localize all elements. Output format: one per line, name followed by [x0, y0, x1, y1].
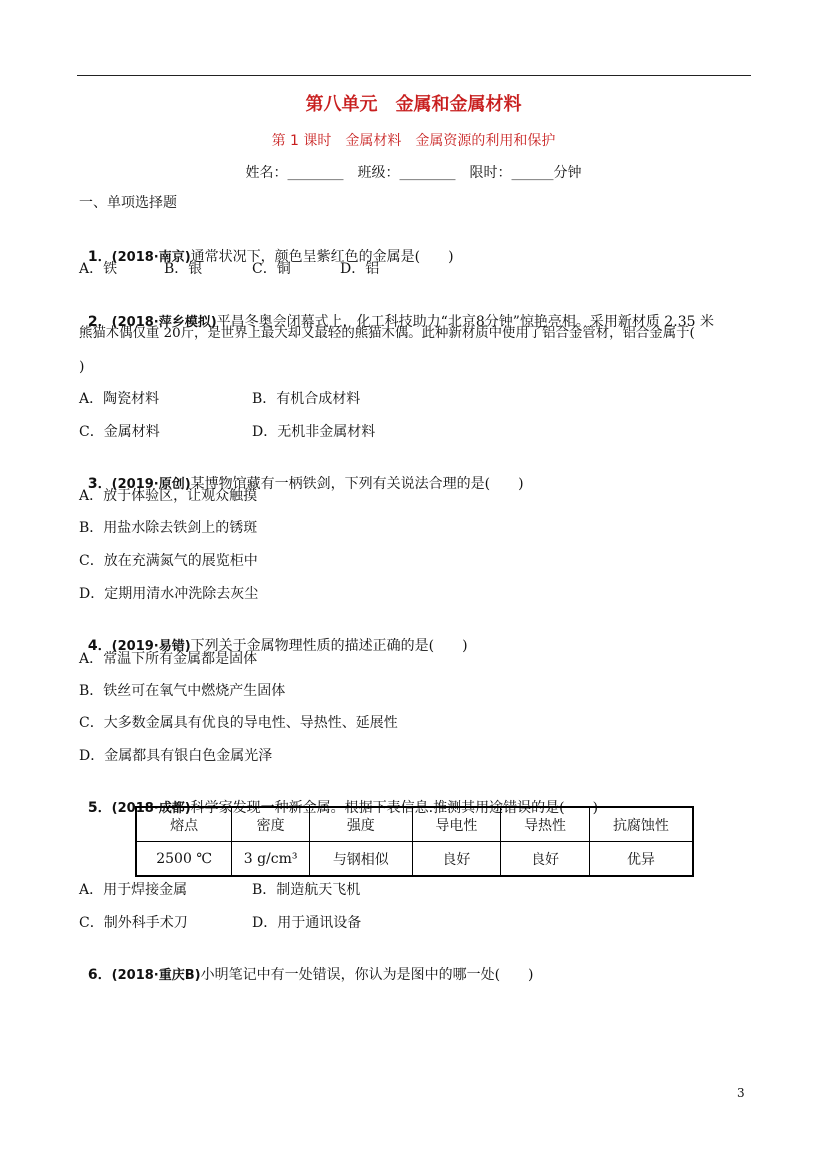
question-text: 下列关于金属物理性质的描述正确的是( ) — [190, 638, 468, 654]
table-header-row — [136, 807, 693, 842]
table-header-cell: 导电性 — [412, 807, 501, 842]
question-number: 6． — [87, 967, 112, 983]
question-number: 1． — [87, 249, 112, 265]
question-text: 平昌冬奥会闭幕式上，化工科技助力“北京8分钟”惊艳亮相。采用新材质 2.35 米 — [216, 314, 714, 330]
question-text: 科学家发现一种新金属。根据下表信息.推测其用途错误的是( ) — [190, 800, 599, 816]
unit-title: 第八单元 金属和金属材料 — [305, 94, 522, 115]
table-header-cell: 密度 — [232, 807, 310, 842]
question-source: (2019·原创) — [111, 477, 191, 492]
question-source: (2018·成都) — [111, 801, 191, 816]
option-d: D．定期用清水冲洗除去灰尘 — [79, 586, 259, 602]
header-rule — [77, 75, 751, 76]
option-b: B．铁丝可在氧气中燃烧产生固体 — [79, 683, 286, 699]
question-number: 3． — [87, 476, 112, 492]
table-cell: 2500 ℃ — [136, 842, 232, 877]
question-text-continued: ) — [79, 359, 85, 375]
table-cell: 良好 — [501, 842, 590, 877]
option-b: B．用盐水除去铁剑上的锈斑 — [79, 520, 258, 536]
metal-properties-table — [135, 806, 694, 877]
option-d: D．无机非金属材料 — [252, 424, 376, 440]
option-b: B．有机合成材料 — [252, 391, 361, 407]
option-c: C．铜 — [252, 261, 291, 277]
question-text-continued: 熊猫木偶仅重 20斤，是世界上最大却又最轻的熊猫木偶。此种新材质中使用了铝合金管材，铝合金属于( — [79, 326, 695, 341]
option-a: A．用于焊接金属 — [79, 882, 188, 898]
option-c: C．放在充满氮气的展览柜中 — [79, 553, 258, 569]
option-b: B．银 — [164, 261, 203, 277]
option-c: C．金属材料 — [79, 424, 160, 440]
student-info-line: 姓名：________ 班级：________ 限时：______分钟 — [245, 165, 582, 181]
page-number: 3 — [737, 1086, 745, 1100]
option-a: A．陶瓷材料 — [79, 391, 160, 407]
question-number: 4． — [87, 638, 112, 654]
table-cell: 3 g/cm³ — [232, 842, 310, 877]
table-header-cell: 强度 — [310, 807, 413, 842]
question-source: (2018·萍乡模拟) — [111, 315, 217, 330]
question-number: 5． — [87, 800, 112, 816]
table-cell: 与钢相似 — [310, 842, 413, 877]
option-a: A．铁 — [79, 261, 118, 277]
option-b: B．制造航天飞机 — [252, 882, 361, 898]
question-number: 2． — [87, 314, 112, 330]
option-a: A．常温下所有金属都是固体 — [79, 651, 258, 667]
option-c: C．大多数金属具有优良的导电性、导热性、延展性 — [79, 715, 398, 731]
option-a: A．放于体验区，让观众触摸 — [79, 488, 258, 504]
question-source: (2019·易错) — [111, 639, 191, 654]
question-text: 小明笔记中有一处错误，你认为是图中的哪一处( ) — [200, 967, 534, 983]
table-row — [136, 842, 693, 877]
table-cell: 优异 — [589, 842, 693, 877]
question-text: 某博物馆藏有一柄铁剑，下列有关说法合理的是( ) — [190, 476, 524, 492]
question-text: 通常状况下，颜色呈紫红色的金属是( ) — [190, 249, 454, 265]
table-header-cell: 导热性 — [501, 807, 590, 842]
table-cell: 良好 — [412, 842, 501, 877]
question-6 — [79, 945, 534, 986]
section-title: 一、单项选择题 — [79, 195, 177, 211]
option-c: C．制外科手术刀 — [79, 915, 188, 931]
table-header-cell: 熔点 — [136, 807, 232, 842]
lesson-title: 第 1 课时 金属材料 金属资源的利用和保护 — [271, 133, 556, 149]
table-header-cell: 抗腐蚀性 — [589, 807, 693, 842]
option-d: D．用于通讯设备 — [252, 915, 362, 931]
option-d: D．金属都具有银白色金属光泽 — [79, 748, 273, 764]
question-source: (2018·南京) — [111, 250, 191, 265]
question-source: (2018·重庆B) — [111, 968, 201, 983]
option-d: D．铝 — [340, 261, 380, 277]
